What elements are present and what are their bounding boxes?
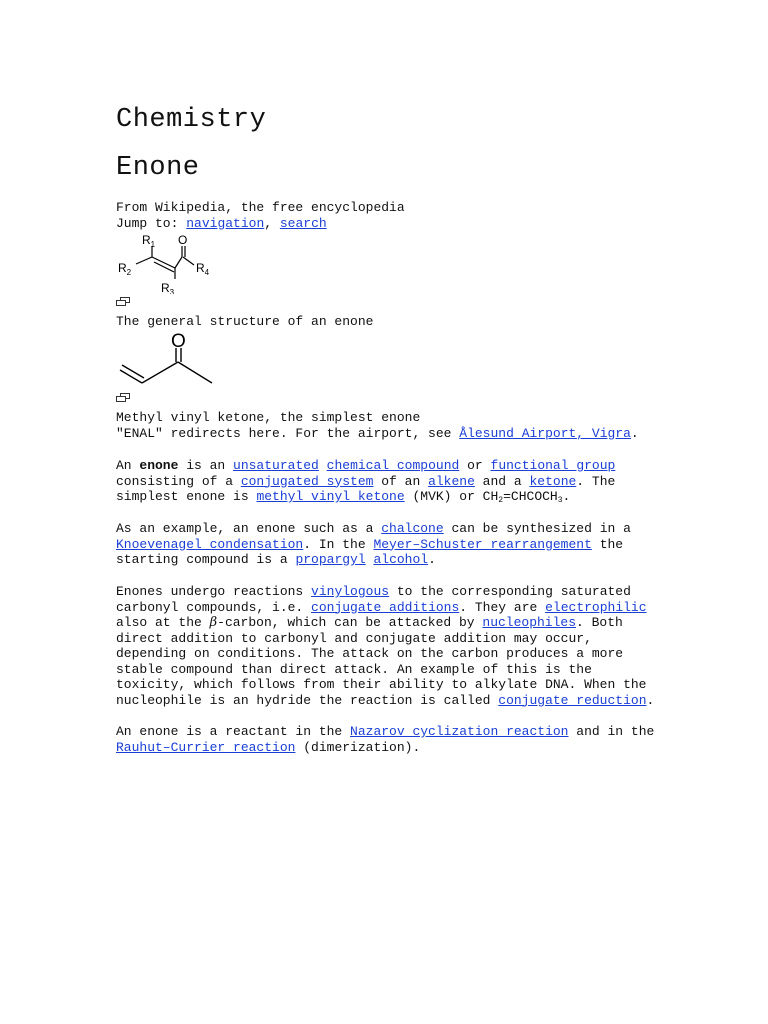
conjugate-reduction-link[interactable]: conjugate reduction xyxy=(498,692,647,708)
bond-r2 xyxy=(136,257,152,264)
jump-to-label: Jump to: xyxy=(116,215,179,231)
paragraph-1 xyxy=(116,458,615,507)
electrophilic-link[interactable]: electrophilic xyxy=(545,599,647,615)
alcohol-link[interactable]: alcohol xyxy=(373,552,429,567)
enone-general-structure[interactable] xyxy=(116,232,226,294)
bond-carbonyl-carbon xyxy=(175,257,182,268)
chalcone-link[interactable]: chalcone xyxy=(381,521,444,536)
nazarov-link[interactable]: Nazarov cyclization reaction xyxy=(350,724,569,739)
navigation-link[interactable]: navigation xyxy=(186,215,265,231)
methyl-vinyl-ketone-structure[interactable] xyxy=(116,330,216,390)
unsaturated-link[interactable]: unsaturated xyxy=(233,458,319,473)
jump-links xyxy=(116,216,327,232)
figure2-caption: Methyl vinyl ketone, the simplest enone xyxy=(116,410,421,425)
rauhut-currier-link[interactable]: Rauhut–Currier reaction xyxy=(116,739,296,755)
para2-line2: Knoevenagel condensation. In the Meyer–Schuster rearrangement the xyxy=(116,536,624,552)
enlarge-icon[interactable] xyxy=(116,393,130,402)
vinyl-double-b xyxy=(122,365,144,378)
enlarge-icon[interactable] xyxy=(116,297,130,306)
term-enone: enone xyxy=(139,458,179,473)
methyl-vinyl-ketone-link[interactable]: methyl vinyl ketone xyxy=(256,489,405,504)
para3-line2: carbonyl compounds, i.e. conjugate additions. They are electrophilic xyxy=(116,599,647,615)
para1-line2: consisting of a conjugated system of an alkene and a ketone. The xyxy=(116,473,616,489)
separator: , xyxy=(264,215,273,231)
propargyl-link[interactable]: propargyl xyxy=(295,552,366,567)
redirect-end: . xyxy=(630,425,639,441)
category-heading: Chemistry xyxy=(116,105,267,135)
source-text: From Wikipedia, the free encyclopedia xyxy=(116,200,405,215)
beta-symbol: β xyxy=(209,615,218,630)
label-r2: $R_2$ xyxy=(118,261,132,277)
para2-line3: starting compound is a propargyl alcohol. xyxy=(116,552,436,567)
conjugate-additions-link[interactable]: conjugate additions xyxy=(311,599,460,615)
paragraph-4 xyxy=(116,724,654,755)
label-o: O xyxy=(178,233,188,247)
para4-line2: Rauhut–Currier reaction (dimerization). xyxy=(116,739,421,755)
para3-line5: depending on conditions. The attack on the carbon produces a more xyxy=(116,646,624,661)
double-bond-b xyxy=(154,262,174,272)
para3-line8: nucleophile is an hydride the reaction is called conjugate reduction. xyxy=(116,692,655,708)
meyer-schuster-link[interactable]: Meyer–Schuster rearrangement xyxy=(373,536,592,552)
para4-line1: An enone is a reactant in the Nazarov cyclization reaction and in the xyxy=(116,724,655,739)
para3-line6: stable compound than direct attack. An example of this is the xyxy=(116,661,592,677)
figure1-caption: The general structure of an enone xyxy=(116,314,374,329)
knoevenagel-link[interactable]: Knoevenagel condensation xyxy=(116,536,304,552)
bond-vinyl-carbonyl xyxy=(142,362,178,383)
redirect-note xyxy=(116,426,639,442)
redirect-text: "ENAL" redirects here. For the airport, see xyxy=(116,425,452,441)
paragraph-2 xyxy=(116,521,631,568)
alesund-airport-link[interactable]: Ålesund Airport, Vigra xyxy=(459,425,631,441)
label-o: O xyxy=(171,331,186,352)
label-r3: $R_3$ xyxy=(161,281,175,294)
para2-line1: As an example, an enone such as a chalcone can be synthesized in a xyxy=(116,521,631,536)
label-r1: $R_1$ xyxy=(142,233,156,249)
chemical-compound-link[interactable]: chemical compound xyxy=(326,458,460,473)
ketone-link[interactable]: ketone xyxy=(529,473,577,489)
alkene-link[interactable]: alkene xyxy=(428,473,475,489)
page-title: Enone xyxy=(116,153,200,183)
bond-methyl xyxy=(178,362,212,383)
functional-group-link[interactable]: functional group xyxy=(490,458,616,473)
label-r4: $R_4$ xyxy=(196,261,210,277)
paragraph-3 xyxy=(116,584,654,708)
para3-line3: also at the β-carbon, which can be attacked by nucleophiles. Both xyxy=(116,615,623,630)
nucleophiles-link[interactable]: nucleophiles xyxy=(482,615,577,630)
conjugated-system-link[interactable]: conjugated system xyxy=(240,473,374,489)
para3-line7: toxicity, which follows from their ability to alkylate DNA. When the xyxy=(116,677,647,692)
source-line xyxy=(116,200,405,216)
para3-line4: direct addition to carbonyl and conjugate addition may occur, xyxy=(116,630,592,646)
para1-line3: simplest enone is methyl vinyl ketone (MVK) or $CH_2=CHCOCH_3$. xyxy=(116,489,571,505)
vinyl-double-a xyxy=(120,370,142,383)
para3-line1: Enones undergo reactions vinylogous to the corresponding saturated xyxy=(116,584,631,599)
search-link[interactable]: search xyxy=(279,215,327,231)
para1-line1: An enone is an unsaturated chemical compound or functional group xyxy=(116,458,616,473)
bond-r4 xyxy=(183,257,194,265)
vinylogous-link[interactable]: vinylogous xyxy=(311,584,390,599)
